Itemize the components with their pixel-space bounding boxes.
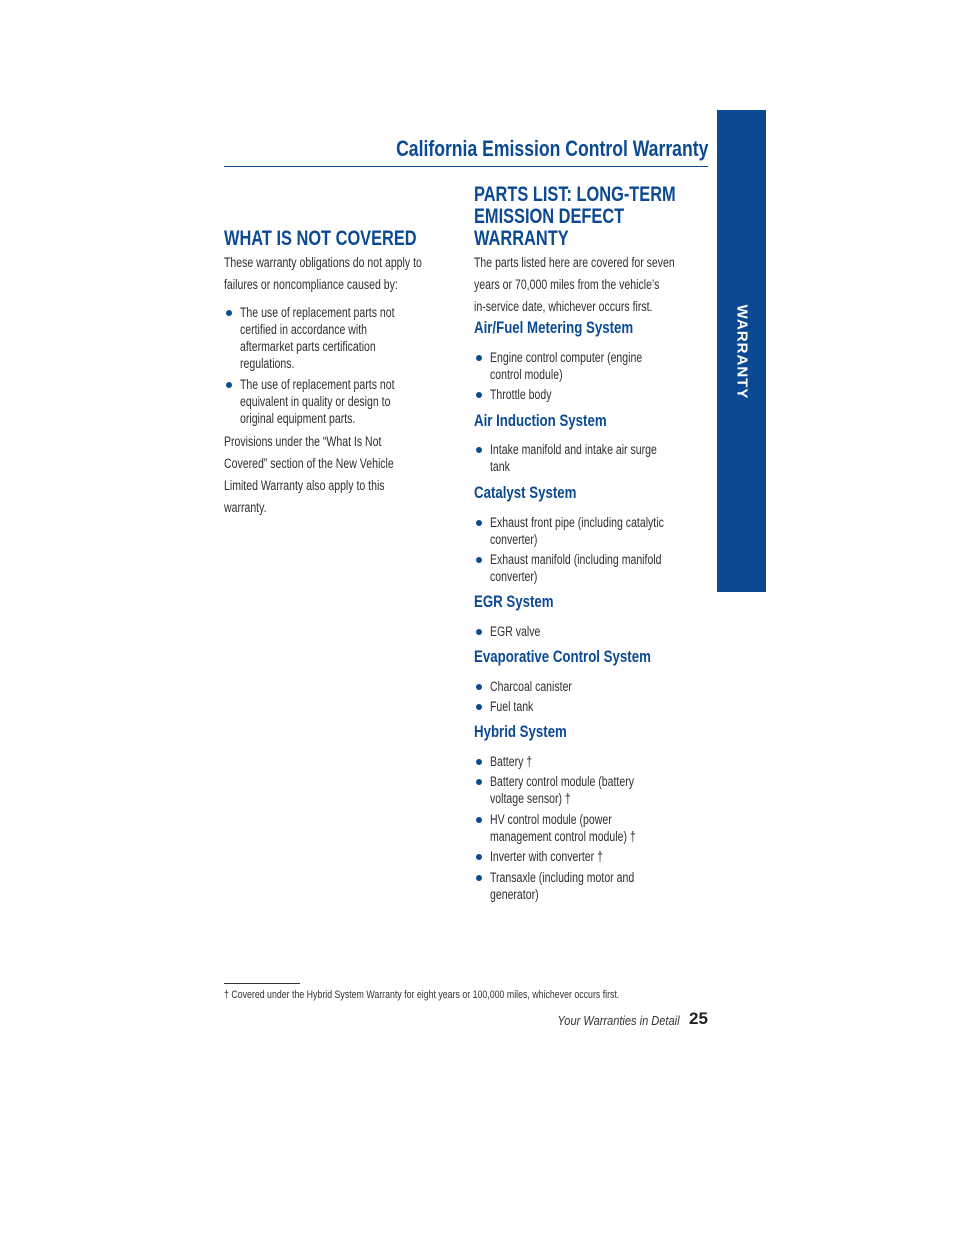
header-divider <box>224 166 708 167</box>
side-tab-label: WARRANTY <box>733 304 751 400</box>
bullet-icon <box>476 447 482 453</box>
bullet-icon <box>476 520 482 526</box>
list-item: Inverter with converter † <box>474 848 635 865</box>
subsection-title-hybrid: Hybrid System <box>474 722 567 741</box>
list-item: Exhaust front pipe (including catalytic converter) <box>474 514 713 548</box>
bullet-icon <box>476 704 482 710</box>
bullet-icon <box>476 817 482 823</box>
section-title-not-covered: WHAT IS NOT COVERED <box>224 227 417 250</box>
list-item: The use of replacement parts not equivalent in quality or design to original equipment parts. <box>224 376 438 427</box>
list-item: Charcoal canister <box>474 678 595 695</box>
subsection-title-catalyst: Catalyst System <box>474 483 577 502</box>
bullet-icon <box>476 779 482 785</box>
subsection-title-egr: EGR System <box>474 592 554 611</box>
list-item: Throttle body <box>474 386 569 403</box>
list-item: The use of replacement parts not certified in accordance with aftermarket parts certification regulations. <box>224 304 438 372</box>
subsection-title-air-induction: Air Induction System <box>474 411 607 430</box>
bullet-icon <box>476 759 482 765</box>
bullet-icon <box>476 557 482 563</box>
footnote-divider <box>224 983 300 984</box>
list-item: Fuel tank <box>474 698 546 715</box>
subsection-title-air-fuel: Air/Fuel Metering System <box>474 318 634 337</box>
parts-list-intro: The parts listed here are covered for seven years or 70,000 miles from the vehicle’s in-service date, whichever occurs first. <box>474 255 675 314</box>
section-title-parts-list: PARTS LIST: LONG-TERM EMISSION DEFECT WARRANTY <box>474 183 676 250</box>
bullet-icon <box>476 854 482 860</box>
list-item: EGR valve <box>474 623 555 640</box>
page-title: California Emission Control Warranty <box>395 136 708 161</box>
list-item: Battery † <box>474 753 544 770</box>
subsection-title-evaporative: Evaporative Control System <box>474 647 651 666</box>
list-item: Engine control computer (engine control module) <box>474 349 685 383</box>
bullet-icon <box>226 382 232 388</box>
bullet-icon <box>476 684 482 690</box>
bullet-icon <box>476 875 482 881</box>
page-number: 25 <box>689 1009 708 1028</box>
bullet-icon <box>226 310 232 316</box>
bullet-icon <box>476 355 482 361</box>
bullet-icon <box>476 629 482 635</box>
bullet-icon <box>476 392 482 398</box>
list-item: Transaxle (including motor and generator) <box>474 869 675 903</box>
not-covered-intro: These warranty obligations do not apply to failures or noncompliance caused by: <box>224 255 422 292</box>
provisions-paragraph: Provisions under the “What Is Not Covered” section of the New Vehicle Limited Warranty also apply to this warranty. <box>224 434 394 515</box>
list-item: HV control module (power management control module) † <box>474 811 677 845</box>
list-item: Intake manifold and intake air surge tank <box>474 441 704 475</box>
list-item: Battery control module (battery voltage sensor) † <box>474 773 675 807</box>
list-item: Exhaust manifold (including manifold converter) <box>474 551 710 585</box>
footer-label: Your Warranties in Detail <box>557 1013 680 1028</box>
footnote: † Covered under the Hybrid System Warranty for eight years or 100,000 miles, whichever occurs first. <box>224 989 620 1001</box>
